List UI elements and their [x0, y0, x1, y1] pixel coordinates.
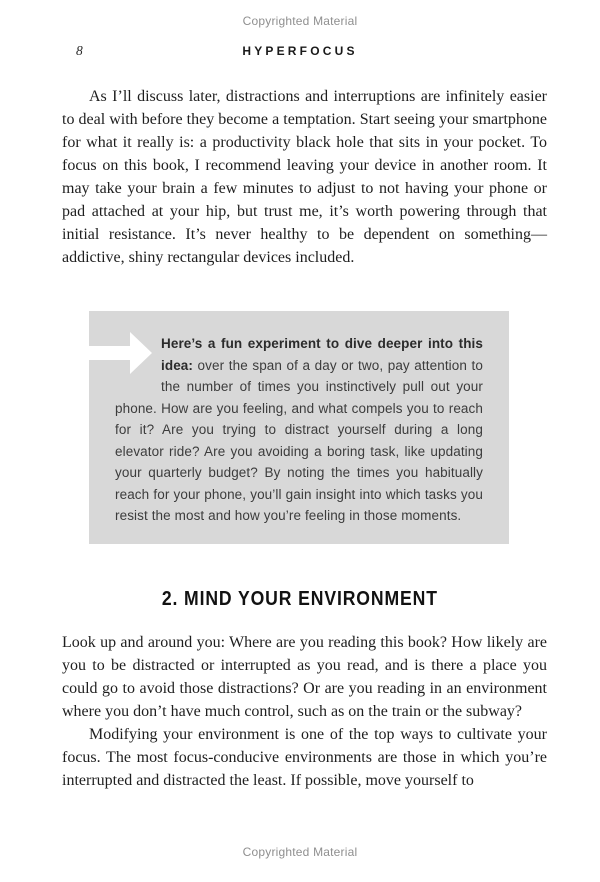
copyright-notice-top: Copyrighted Material [242, 14, 358, 28]
page-number: 8 [76, 43, 83, 58]
callout-body-text: over the span of a day or two, pay attention to the number of times you instinctively pull out your phone. How are you feeling, and what compels you to reach for it? Are you trying to distract yourself during a long elevator ride? Are you avoiding a boring task, like updating your quarterly budget? By noting the times you habitually reach for your phone, you’ll gain insight into which tasks you resist the most and how you’re feeling in those moments. [115, 357, 483, 523]
right-arrow-icon [89, 332, 153, 374]
callout-lead-text: Here’s a fun experiment to dive deeper into this idea: [161, 336, 483, 373]
running-header-title: HYPERFOCUS [242, 44, 358, 58]
experiment-callout-box [89, 311, 509, 544]
body-paragraph-2: Look up and around you: Where are you reading this book? How likely are you to be distracted or interrupted as you read, and is there a place you could go to avoid those distractions? Or are you reading in an environment where you don’t have much control, such as on the train or the subway? [62, 634, 547, 720]
section-heading [0, 588, 600, 611]
body-paragraph-3: Modifying your environment is one of the top ways to cultivate your focus. The most focus-conducive environments are those in which you’re interrupted and distracted the least. If possible, move yourself to [62, 726, 547, 789]
body-paragraph-1 [62, 85, 547, 269]
body-lower-column [62, 631, 547, 792]
section-heading-text: 2. MIND YOUR ENVIRONMENT [161, 588, 439, 610]
paragraph-text: As I’ll discuss later, distractions and interruptions are infinitely easier to deal with before they become a temptation. Start seeing your smartphone for what it really is: a productivity black hole that sits in your pocket. To focus on this book, I recommend leaving your device in another room. It may take your brain a few minutes to adjust to not having your phone or pad attached at your hip, but trust me, it’s worth powering through that initial resistance. It’s never healthy to be dependent on something—addictive, shiny rectangular devices included. [62, 88, 547, 266]
copyright-notice-bottom: Copyrighted Material [242, 845, 358, 859]
